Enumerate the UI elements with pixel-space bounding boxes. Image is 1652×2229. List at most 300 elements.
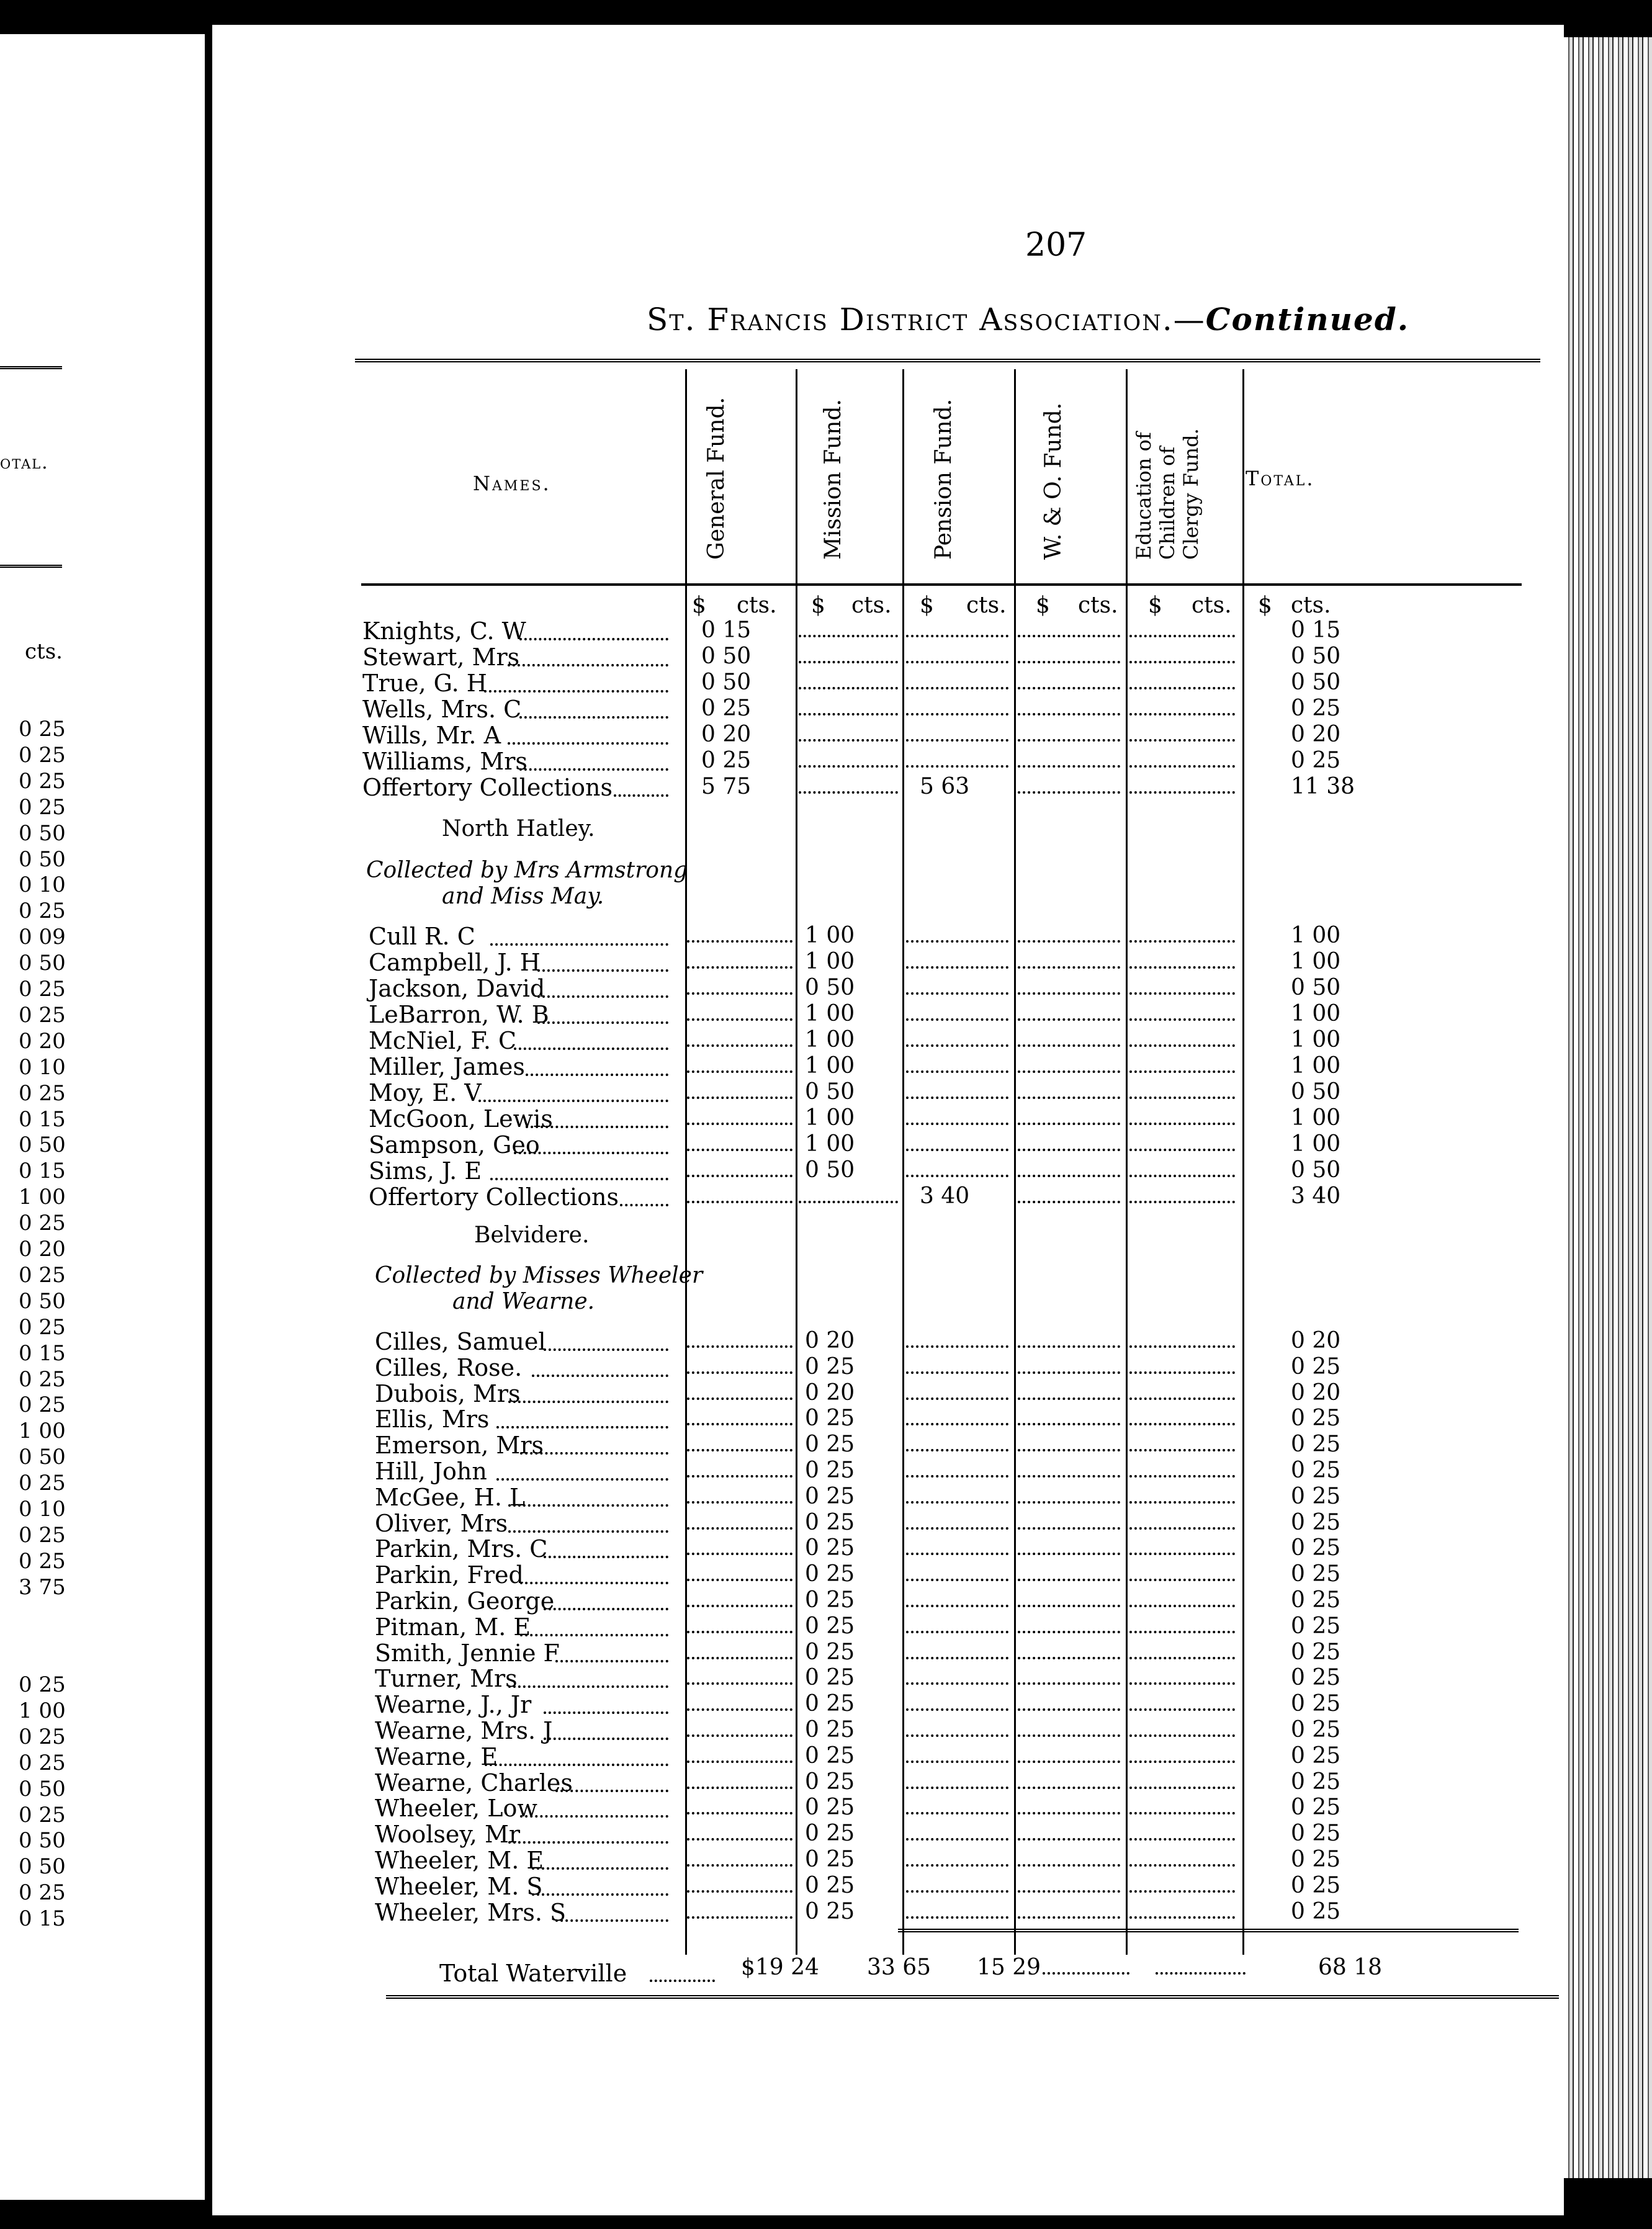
row-name: Miller, James (369, 1053, 525, 1080)
row-name: Wheeler, M. S (375, 1872, 543, 1900)
empty-cell-dots (1018, 713, 1120, 715)
cell-t: 0 25 (1291, 1613, 1341, 1639)
facing-page-value: 1 00 (19, 1419, 66, 1444)
empty-cell-dots (1018, 1149, 1120, 1151)
name-leader (526, 1126, 668, 1128)
name-leader (532, 1893, 668, 1896)
name-leader (508, 1530, 668, 1533)
facing-page-value: 0 25 (19, 742, 66, 768)
empty-cell-dots (1018, 1787, 1120, 1789)
empty-cell-dots (1018, 1812, 1120, 1814)
empty-cell-dots (687, 1175, 792, 1177)
unit-label: $ (811, 593, 825, 618)
empty-cell-dots (1018, 1201, 1120, 1203)
cell-t: 0 25 (1291, 1483, 1341, 1509)
facing-page-value: 0 10 (19, 1497, 66, 1522)
empty-cell-dots (1018, 661, 1120, 663)
column-rule (685, 369, 687, 1955)
header-mission-fund: Mission Fund. (820, 399, 846, 560)
column-rule (1126, 369, 1128, 1955)
total-row-name: Total Waterville (439, 1960, 627, 1987)
facing-page-value: 0 25 (19, 1471, 66, 1496)
header-edu-line2: Children of (1156, 446, 1179, 560)
empty-cell-dots (1129, 1123, 1235, 1125)
facing-page-value: 0 50 (19, 1288, 66, 1314)
cell-t: 0 25 (1291, 1769, 1341, 1795)
page-number: 207 (1025, 226, 1087, 264)
row-name: Stewart, Mrs (362, 644, 520, 671)
name-leader (544, 1711, 668, 1714)
empty-cell-dots (799, 635, 898, 637)
empty-cell-dots (906, 1657, 1008, 1659)
empty-cell-dots (1018, 1345, 1120, 1348)
cell-g: 0 20 (701, 722, 752, 747)
empty-cell-dots (687, 1812, 792, 1814)
cell-p: 5 63 (920, 774, 970, 799)
empty-cell-dots (906, 1175, 1008, 1177)
empty-cell-dots (1018, 1044, 1120, 1047)
empty-cell-dots (1018, 966, 1120, 969)
cell-m: 0 50 (805, 975, 855, 1000)
row-name: McNiel, F. C (369, 1027, 517, 1054)
empty-cell-dots (1018, 992, 1120, 995)
empty-cell-dots (1129, 1787, 1235, 1789)
facing-page-rule (0, 366, 62, 369)
name-leader (508, 1401, 668, 1403)
facing-page-value: 0 15 (19, 1159, 66, 1184)
facing-page-value: 0 20 (19, 1028, 66, 1054)
facing-page-value: 0 25 (19, 1366, 66, 1392)
cell-m: 1 00 (805, 1001, 855, 1026)
empty-cell-dots (906, 940, 1008, 943)
empty-cell-dots (687, 940, 792, 943)
empty-cell-dots (1129, 687, 1235, 689)
facing-page-value: 0 50 (19, 1854, 66, 1880)
unit-label: $ (920, 593, 934, 618)
cell-m: 0 25 (805, 1458, 855, 1483)
cell-t: 1 00 (1291, 1105, 1341, 1131)
cell-m: 1 00 (805, 949, 855, 974)
column-rule (796, 369, 797, 1955)
empty-cell-dots (1129, 765, 1235, 768)
total-wo-dots (1043, 1972, 1129, 1975)
empty-cell-dots (1129, 1812, 1235, 1814)
cell-m: 0 25 (805, 1769, 855, 1795)
header-general-fund: General Fund. (704, 397, 729, 560)
empty-cell-dots (1018, 1605, 1120, 1607)
empty-cell-dots (906, 661, 1008, 663)
empty-cell-dots (906, 1345, 1008, 1348)
facing-page-rule (0, 565, 62, 568)
row-name: Cilles, Samuel (375, 1328, 546, 1355)
facing-page-value: 0 25 (19, 1002, 66, 1028)
facing-page-value: 0 25 (19, 1314, 66, 1340)
empty-cell-dots (906, 1501, 1008, 1504)
cell-t: 0 25 (1291, 1353, 1341, 1379)
cell-m: 0 25 (805, 1717, 855, 1742)
cell-t: 0 25 (1291, 1509, 1341, 1535)
empty-cell-dots (906, 1371, 1008, 1374)
empty-cell-dots (906, 1527, 1008, 1530)
row-name: Wearne, J., Jr (375, 1691, 532, 1719)
facing-page-value: 0 25 (19, 1262, 66, 1288)
collector-line: and Wearne. (452, 1289, 595, 1314)
facing-page-value: 0 15 (19, 1106, 66, 1132)
total-total: 68 18 (1318, 1955, 1383, 1980)
empty-cell-dots (1018, 765, 1120, 768)
name-leader (514, 1152, 668, 1154)
unit-label: cts. (851, 593, 892, 618)
empty-cell-dots (687, 966, 792, 969)
cell-t: 0 25 (1291, 1898, 1341, 1924)
name-leader (485, 1764, 668, 1766)
name-leader (620, 1204, 668, 1206)
name-leader (555, 1660, 668, 1662)
row-name: Dubois, Mrs (375, 1379, 521, 1407)
name-leader (478, 1100, 668, 1102)
empty-cell-dots (1129, 1553, 1235, 1555)
empty-cell-dots (906, 1449, 1008, 1451)
empty-cell-dots (687, 1201, 792, 1203)
empty-cell-dots (1018, 1175, 1120, 1177)
empty-cell-dots (906, 739, 1008, 742)
empty-cell-dots (687, 1760, 792, 1763)
row-name: Smith, Jennie F (375, 1639, 560, 1667)
cell-m: 1 00 (805, 1131, 855, 1157)
facing-page-total-header: otal. (0, 452, 49, 473)
cell-t: 1 00 (1291, 1131, 1341, 1157)
empty-cell-dots (1129, 1527, 1235, 1530)
row-name: Emerson, Mrs (375, 1432, 544, 1460)
name-leader (555, 1919, 668, 1922)
empty-cell-dots (906, 1864, 1008, 1867)
row-name: Hill, John (375, 1458, 487, 1485)
cell-t: 0 25 (1291, 1432, 1341, 1458)
empty-cell-dots (1018, 1734, 1120, 1737)
empty-cell-dots (799, 739, 898, 742)
facing-page-value: 0 50 (19, 1132, 66, 1158)
cell-t: 0 25 (1291, 1742, 1341, 1769)
section-heading: Belvidere. (474, 1222, 590, 1248)
empty-cell-dots (687, 1787, 792, 1789)
cell-t: 1 00 (1291, 1001, 1341, 1026)
cell-g: 5 75 (701, 774, 752, 799)
cell-m: 0 25 (805, 1821, 855, 1847)
empty-cell-dots (906, 713, 1008, 715)
empty-cell-dots (1129, 1044, 1235, 1047)
cell-m: 0 25 (805, 1535, 855, 1561)
name-leader (537, 969, 668, 972)
name-leader (532, 1867, 668, 1870)
name-leader (526, 1074, 668, 1076)
empty-cell-dots (687, 1553, 792, 1555)
empty-cell-dots (1129, 1579, 1235, 1581)
empty-cell-dots (1018, 1916, 1120, 1919)
collector-line: and Miss May. (442, 884, 604, 909)
empty-cell-dots (906, 1682, 1008, 1685)
cell-m: 1 00 (805, 1027, 855, 1052)
header-edu-line1: Education of (1132, 432, 1156, 560)
empty-cell-dots (687, 1018, 792, 1021)
row-name: Sims, J. E (369, 1157, 482, 1185)
header-top-rule (355, 359, 1540, 362)
facing-page-value: 0 20 (19, 1237, 66, 1262)
cell-t: 0 25 (1291, 1872, 1341, 1898)
empty-cell-dots (906, 1734, 1008, 1737)
name-leader (532, 1375, 668, 1377)
empty-cell-dots (687, 1397, 792, 1400)
name-leader (508, 742, 668, 745)
total-edu-dots (1156, 1972, 1246, 1975)
facing-page-value: 0 10 (19, 872, 66, 898)
cell-m: 1 00 (805, 1053, 855, 1079)
empty-cell-dots (906, 1149, 1008, 1151)
empty-cell-dots (687, 1657, 792, 1659)
empty-cell-dots (906, 1760, 1008, 1763)
cell-m: 0 50 (805, 1079, 855, 1105)
empty-cell-dots (687, 1371, 792, 1374)
cell-m: 0 25 (805, 1795, 855, 1821)
empty-cell-dots (1018, 1682, 1120, 1685)
facing-page-value: 0 50 (19, 1445, 66, 1470)
cell-m: 0 20 (805, 1328, 855, 1353)
row-name: Wills, Mr. A (362, 722, 501, 749)
empty-cell-dots (687, 1708, 792, 1711)
facing-page-value: 0 50 (19, 951, 66, 976)
name-leader (496, 1478, 668, 1481)
row-name: Wheeler, Low (375, 1795, 537, 1823)
cell-t: 0 25 (1291, 1717, 1341, 1742)
empty-cell-dots (1129, 1175, 1235, 1177)
facing-page-value: 0 10 (19, 1054, 66, 1080)
empty-cell-dots (1018, 1449, 1120, 1451)
cell-t: 0 50 (1291, 975, 1341, 1000)
facing-page-value: 0 25 (19, 1750, 66, 1775)
header-pension-fund: Pension Fund. (931, 398, 956, 560)
empty-cell-dots (687, 1449, 792, 1451)
row-name: Wearne, E (375, 1742, 498, 1770)
row-name: Parkin, Mrs. C (375, 1535, 548, 1563)
cell-g: 0 50 (701, 644, 752, 669)
empty-cell-dots (687, 1423, 792, 1425)
empty-cell-dots (906, 1397, 1008, 1400)
name-leader (537, 995, 668, 998)
empty-cell-dots (906, 687, 1008, 689)
empty-cell-dots (687, 1501, 792, 1504)
empty-cell-dots (1018, 1423, 1120, 1425)
cell-t: 0 25 (1291, 1406, 1341, 1432)
empty-cell-dots (687, 1864, 792, 1867)
name-leader (520, 1582, 668, 1584)
cell-m: 0 25 (805, 1742, 855, 1769)
unit-label: cts. (1291, 593, 1331, 618)
empty-cell-dots (1018, 1838, 1120, 1841)
empty-cell-dots (906, 1044, 1008, 1047)
header-names: Names. (473, 472, 551, 495)
cell-t: 0 50 (1291, 644, 1341, 669)
empty-cell-dots (1018, 1501, 1120, 1504)
facing-page-value: 0 25 (19, 794, 66, 820)
empty-cell-dots (906, 1475, 1008, 1478)
empty-cell-dots (1018, 791, 1120, 794)
empty-cell-dots (687, 1527, 792, 1530)
empty-cell-dots (906, 1838, 1008, 1841)
facing-page-value: 0 25 (19, 1672, 66, 1697)
name-leader (520, 1634, 668, 1636)
row-name: McGoon, Lewis (369, 1105, 553, 1132)
name-leader (490, 943, 668, 946)
cell-m: 0 20 (805, 1379, 855, 1406)
name-leader (614, 794, 668, 797)
empty-cell-dots (1129, 1070, 1235, 1073)
empty-cell-dots (1018, 1397, 1120, 1400)
name-leader (496, 1426, 668, 1428)
empty-cell-dots (1129, 1605, 1235, 1607)
cell-m: 1 00 (805, 923, 855, 948)
row-name: Ellis, Mrs (375, 1406, 490, 1433)
name-leader (544, 1738, 668, 1740)
cell-m: 0 25 (805, 1639, 855, 1665)
empty-cell-dots (799, 713, 898, 715)
facing-page-value: 0 25 (19, 1724, 66, 1749)
bottom-rule (386, 1995, 1559, 1999)
name-leader (520, 1815, 668, 1818)
total-general: $19 24 (741, 1955, 819, 1980)
cell-t: 0 25 (1291, 1458, 1341, 1483)
row-name: Parkin, Fred (375, 1561, 524, 1589)
empty-cell-dots (1129, 739, 1235, 742)
empty-cell-dots (1129, 1760, 1235, 1763)
cell-m: 0 25 (805, 1613, 855, 1639)
unit-label: $ (1036, 593, 1050, 618)
facing-page (0, 34, 205, 2200)
facing-page-value: 0 25 (19, 1522, 66, 1548)
empty-cell-dots (906, 1553, 1008, 1555)
empty-cell-dots (799, 687, 898, 689)
empty-cell-dots (1129, 661, 1235, 663)
empty-cell-dots (1129, 1708, 1235, 1711)
empty-cell-dots (799, 661, 898, 663)
row-name: Campbell, J. H (369, 949, 541, 976)
unit-label: cts. (1192, 593, 1232, 618)
collector-line: Collected by Mrs Armstrong (366, 858, 688, 883)
collector-line: Collected by Misses Wheeler (375, 1263, 703, 1288)
empty-cell-dots (1129, 791, 1235, 794)
empty-cell-dots (906, 966, 1008, 969)
cell-t: 0 25 (1291, 1665, 1341, 1691)
facing-page-value: 1 00 (19, 1185, 66, 1210)
empty-cell-dots (1018, 1657, 1120, 1659)
header-wo-fund: W. & O. Fund. (1041, 402, 1066, 560)
empty-cell-dots (1018, 739, 1120, 742)
row-name: LeBarron, W. B (369, 1001, 549, 1028)
empty-cell-dots (687, 992, 792, 995)
name-leader (519, 768, 668, 771)
row-name: Moy, E. V (369, 1079, 482, 1106)
empty-cell-dots (1129, 1475, 1235, 1478)
total-top-rule (898, 1929, 1519, 1932)
empty-cell-dots (1129, 1097, 1235, 1099)
main-page (212, 25, 1564, 2215)
cell-m: 0 25 (805, 1847, 855, 1872)
row-name: Knights, C. W (362, 617, 526, 645)
empty-cell-dots (1129, 1018, 1235, 1021)
empty-cell-dots (906, 1605, 1008, 1607)
empty-cell-dots (1129, 1149, 1235, 1151)
empty-cell-dots (1129, 1449, 1235, 1451)
total-mission: 33 65 (867, 1955, 931, 1980)
row-name: Wearne, Charles (375, 1769, 573, 1796)
empty-cell-dots (687, 1044, 792, 1047)
facing-page-value: 0 25 (19, 899, 66, 924)
cell-m: 0 25 (805, 1509, 855, 1535)
empty-cell-dots (906, 1018, 1008, 1021)
facing-page-value: 3 75 (19, 1574, 66, 1600)
empty-cell-dots (1129, 940, 1235, 943)
empty-cell-dots (1129, 992, 1235, 995)
empty-cell-dots (687, 1475, 792, 1478)
row-name: Sampson, Geo (369, 1131, 540, 1159)
cell-m: 0 25 (805, 1353, 855, 1379)
empty-cell-dots (1129, 1371, 1235, 1374)
facing-page-value: 0 50 (19, 846, 66, 872)
facing-page-value: 0 25 (19, 768, 66, 794)
row-name: Offertory Collections (369, 1183, 619, 1211)
name-leader (544, 1608, 668, 1610)
unit-label: $ (1148, 593, 1162, 618)
column-rule (1014, 369, 1016, 1955)
cell-t: 0 25 (1291, 1561, 1341, 1587)
empty-cell-dots (1129, 1734, 1235, 1737)
empty-cell-dots (1129, 966, 1235, 969)
cell-t: 0 20 (1291, 722, 1341, 747)
row-name: Wearne, Mrs. J (375, 1717, 553, 1744)
empty-cell-dots (687, 1579, 792, 1581)
unit-label: cts. (966, 593, 1007, 618)
facing-page-value: 0 25 (19, 1802, 66, 1828)
row-name: Jackson, David (369, 975, 545, 1002)
empty-cell-dots (1129, 1864, 1235, 1867)
facing-page-value: 0 50 (19, 820, 66, 846)
facing-page-value: 0 25 (19, 977, 66, 1002)
empty-cell-dots (687, 1838, 792, 1841)
cell-m: 0 25 (805, 1898, 855, 1924)
empty-cell-dots (1018, 1553, 1120, 1555)
empty-cell-dots (906, 1812, 1008, 1814)
empty-cell-dots (906, 1123, 1008, 1125)
cell-t: 1 00 (1291, 923, 1341, 948)
empty-cell-dots (1129, 713, 1235, 715)
empty-cell-dots (1129, 1501, 1235, 1504)
empty-cell-dots (687, 1097, 792, 1099)
empty-cell-dots (1129, 1657, 1235, 1659)
cell-m: 0 25 (805, 1691, 855, 1717)
cell-t: 0 25 (1291, 1821, 1341, 1847)
row-name: Cull R. C (369, 923, 475, 950)
cell-t: 0 20 (1291, 1379, 1341, 1406)
empty-cell-dots (1129, 1890, 1235, 1893)
empty-cell-dots (906, 765, 1008, 768)
empty-cell-dots (1018, 1097, 1120, 1099)
empty-cell-dots (687, 1123, 792, 1125)
name-leader (544, 1556, 668, 1558)
empty-cell-dots (1018, 1864, 1120, 1867)
name-leader (537, 1021, 668, 1024)
cell-t: 0 25 (1291, 1795, 1341, 1821)
page-edges (1564, 37, 1652, 2178)
row-name: Parkin, George (375, 1587, 555, 1615)
empty-cell-dots (1129, 1201, 1235, 1203)
